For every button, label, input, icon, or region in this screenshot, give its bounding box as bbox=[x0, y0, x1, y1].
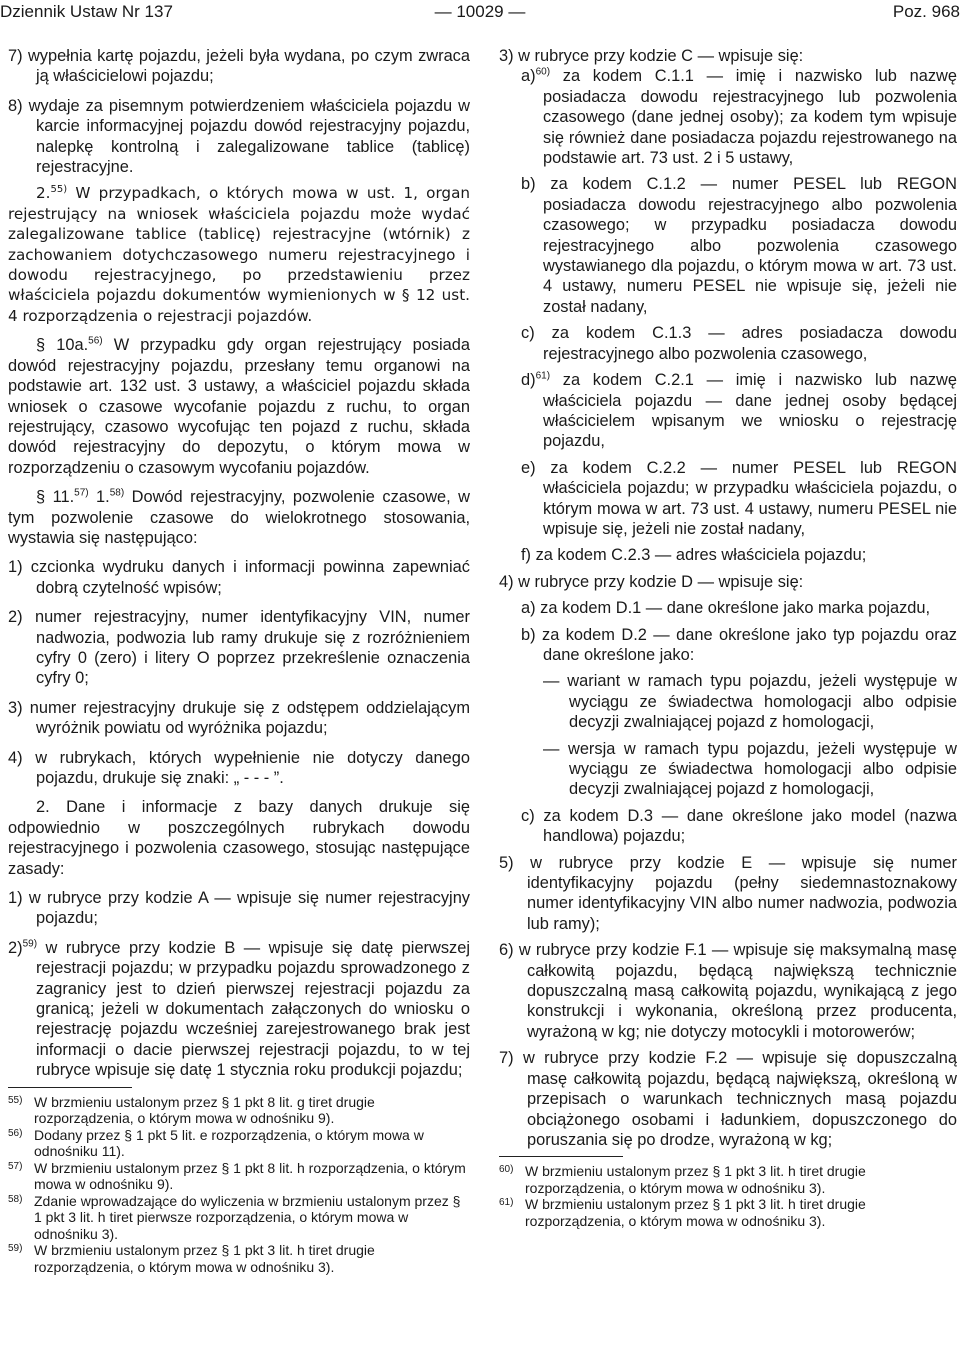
section-2 bbox=[8, 183, 470, 326]
section-11-2: 2. Dane i informacje z bazy danych drukuje się odpowiednio w poszczególnych rubrykach dowodu rejestracyjnego i pozwolenia czasowego, stosując następujące zasady: bbox=[8, 798, 470, 878]
footnote-ref-56: 56) bbox=[88, 335, 103, 347]
right-column bbox=[499, 46, 957, 1229]
footnote: 57) W brzmieniu ustalonym przez § 1 pkt 8 lit. h rozporządzenia, o którym mowa w odnośniku 9). bbox=[8, 1159, 466, 1193]
rubric-3e: e) za kodem C.2.2 — numer PESEL lub REGON właściciela pojazdu; w przypadku właściciela pojazdu, o którym mowa w art. 73 ust. 4 ustawy, numeru PESEL nie wpisuje się, jeżeli nie został nadany, bbox=[521, 458, 957, 538]
rubric-7: 7) w rubryce przy kodzie F.2 — wpisuje się dopuszczalną masę całkowitą pojazdu, będącą największą, określoną w przepisach o warunkach technicznych masą pojazdu obciążonego osobami i ładunkiem, dopuszczonego do poruszania się po drodze, wyrażoną w kg; bbox=[499, 1049, 957, 1149]
rubric-4b: b) za kodem D.2 — dane określone jako typ pojazdu oraz dane określone jako: bbox=[521, 625, 957, 664]
rubric-3d: d)$^{61)}$ za kodem C.2.1 — imię i nazwisko lub nazwę właściciela pojazdu — dane jednej osoby będącej właścicielem wpisanym we wniosku o rejestrację pojazdu, bbox=[521, 370, 957, 451]
footnote: 60) W brzmieniu ustalonym przez § 1 pkt 3 lit. h tiret drugie rozporządzenia, o którym mowa w odnośniku 3). bbox=[499, 1163, 866, 1196]
rubric-2-number: 2) bbox=[8, 938, 23, 957]
section-11-text: Dowód rejestracyjny, pozwolenie czasowe, w tym pozwolenie czasowe do wielokrotnego stosowania, wystawia się następująco: bbox=[8, 488, 470, 547]
footnotes-right bbox=[499, 1163, 957, 1229]
rubric-6: 6) w rubryce przy kodzie F.1 — wpisuje się maksymalną masę całkowitą pojazdu, będącą największą technicznie dopuszczalną masą całkowitą pojazdu, wynikającą z jego konstrukcji i wykonania, określoną przez producenta, wyrażoną w kg; nie dotyczy motocykli i motorowerów; bbox=[499, 941, 957, 1041]
section-10a-number: § 10a. bbox=[36, 336, 89, 355]
footnote: 56) Dodany przez § 1 pkt 5 lit. e rozporządzenia, o którym mowa w odnośniku 11). bbox=[8, 1126, 424, 1160]
item-7: 7) wypełnia kartę pojazdu, jeżeli była wydana, po czym zwraca ją właścicielowi pojazdu; bbox=[8, 47, 470, 86]
list-item-3: 3) numer rejestracyjny drukuje się z odstępem oddzielającym wyróżnik powiatu od wyróżnika pojazdu; bbox=[8, 698, 470, 738]
footnote: 61) W brzmieniu ustalonym przez § 1 pkt 3 lit. h tiret drugie rozporządzenia, o którym mowa w odnośniku 3). bbox=[499, 1196, 866, 1229]
rubric-3: 3) w rubryce przy kodzie C — wpisuje się: bbox=[499, 47, 804, 65]
footnote: 55) W brzmieniu ustalonym przez § 1 pkt 8 lit. g tiret drugie rozporządzenia, o którym mowa w odnośniku 9). bbox=[8, 1093, 375, 1127]
left-column bbox=[8, 46, 470, 1275]
section-11-number: § 11. bbox=[36, 488, 75, 507]
section-11 bbox=[8, 487, 470, 548]
footnote-ref-58: 58) bbox=[109, 487, 125, 499]
section-2-text: W przypadkach, o których mowa w ust. 1, organ rejestrujący na wniosek właściciela pojazdu może wydać zalegalizowane tablice (tablicę) rejestracyjne (wtórnik) z zachowaniem dotychczasowego numeru rejestracyjnego i dowodu rejestracyjnego, po przedstawieniu przez właściciela pojazdu dokumentów wymienionych w § 12 ust. 4 rozporządzenia o rejestracji pojazdów. bbox=[8, 184, 470, 325]
footnote-ref-59: 59) bbox=[22, 938, 38, 950]
rubric-4b-version: — wersja w ramach typu pojazdu, jeżeli występuje w wyciągu ze świadectwa homologacji albo odpisie decyzji zwalniającej pojazd z homologacji, bbox=[543, 739, 957, 799]
rubric-5: 5) w rubryce przy kodzie E — wpisuje się numer identyfikacyjny pojazdu (pełny siedemnastoznakowy numer identyfikacyjny VIN albo numer nadwozia, podwozia lub ramy); bbox=[499, 853, 957, 933]
item-8: 8) wydaje za pisemnym potwierdzeniem właściciela pojazdu w karcie informacyjnej pojazdu dowód rejestracyjny pojazdu, nalepkę kontrolną i zalegalizowane tablice (tablicę) rejestracyjne. bbox=[8, 96, 470, 177]
section-11-sub: 1. bbox=[88, 488, 110, 507]
rubric-2-text: w rubryce przy kodzie B — wpisuje się datę pierwszej rejestracji pojazdu; w przypadku pojazdu sprowadzonego z zagranicy jest to dzień pierwszej rejestracji pojazdu za granicą; jeżeli w dokumentach załączonych do wniosku o rejestrację pojazdu wcześniej zarejestrowanego brak jest informacji o dacie pierwszej rejestracji pojazdu, to w tej rubryce wpisuje się datę 1 stycznia roku produkcji pojazdu; bbox=[36, 938, 470, 1080]
list-item-4: 4) w rubrykach, których wypełnienie nie dotyczy danego pojazdu, drukuje się znaki: „ - - - ”. bbox=[8, 748, 470, 787]
journal-title: Dziennik Ustaw Nr 137 bbox=[0, 2, 173, 21]
section-2-number: 2. bbox=[36, 184, 51, 203]
rubric-2 bbox=[8, 938, 470, 1081]
section-10a-text: W przypadku gdy organ rejestrujący posiada dowód rejestracyjny pojazdu, przesłany temu organowi na podstawie art. 132 ust. 3 ustawy, a właściciel pojazdu składa wniosek o czasowe wycofanie pojazdu z ruchu, to organ rejestrujący, czasowo wycofując ten pojazd z ruchu, składa dowód rejestracyjny do depozytu, o którym mowa w rozporządzeniu o czasowym wycofaniu pojazdów. bbox=[8, 336, 470, 477]
rubric-3b: b) za kodem C.1.2 — numer PESEL lub REGON posiadacza dowodu rejestracyjnego albo pozwolenia czasowego; w przypadku posiadacza dowodu rejestracyjnego albo pozwolenia czasowego wystawianego dla pojazdu, o którym mowa w art. 73 ust. 4 ustawy, numeru PESEL nie wpisuje się, jeżeli nie został nadany, bbox=[521, 175, 957, 316]
rubric-1: 1) w rubryce przy kodzie A — wpisuje się numer rejestracyjny pojazdu; bbox=[8, 889, 470, 928]
footnote: 59) W brzmieniu ustalonym przez § 1 pkt 3 lit. h tiret drugie rozporządzenia, o którym mowa w odnośniku 3). bbox=[8, 1242, 375, 1275]
rubric-4b-variant: — wariant w ramach typu pojazdu, jeżeli występuje w wyciągu ze świadectwa homologacji albo odpisie decyzji zwalniającej pojazd z homologacji, bbox=[543, 672, 957, 732]
footnotes-left bbox=[8, 1094, 470, 1276]
footnote-ref-61: 61) bbox=[535, 370, 551, 382]
rubric-3f: f) za kodem C.2.3 — adres właściciela pojazdu; bbox=[521, 546, 867, 565]
rubric-3a: a)$^{60)}$ za kodem C.1.1 — imię i nazwisko lub nazwę posiadacza dowodu rejestracyjnego lub pozwolenia czasowego (dane jednej osoby); za kodem tym wpisuje się również dane posiadacza pojazdu rejestrowanego na podstawie art. 73 ust. 2 i 5 ustawy, bbox=[521, 66, 957, 168]
rubric-4a: a) za kodem D.1 — dane określone jako marka pojazdu, bbox=[521, 599, 931, 618]
rubric-4: 4) w rubryce przy kodzie D — wpisuje się: bbox=[499, 572, 804, 591]
rubric-4c: c) za kodem D.3 — dane określone jako model (nazwa handlowa) pojazdu; bbox=[521, 806, 957, 846]
footnote-ref-60: 60) bbox=[535, 66, 551, 78]
page-header bbox=[0, 0, 960, 24]
rubric-3c: c) za kodem C.1.3 — adres posiadacza dowodu rejestracyjnego albo pozwolenia czasowego, bbox=[521, 324, 957, 363]
footnote-divider bbox=[8, 1087, 132, 1088]
list-item-1: 1) czcionka wydruku danych i informacji powinna zapewniać dobrą czytelność wpisów; bbox=[8, 558, 470, 597]
footnote: 58) Zdanie wprowadzające do wyliczenia w brzmieniu ustalonym przez § 1 pkt 3 lit. h tiret pierwsze rozporządzenia, o którym mowa w odnośniku 3). bbox=[8, 1192, 461, 1242]
position-number: Poz. 968 bbox=[892, 2, 960, 21]
section-10a bbox=[8, 335, 470, 478]
footnote-ref-55: 55) bbox=[50, 184, 68, 196]
list-item-2: 2) numer rejestracyjny, numer identyfikacyjny VIN, numer nadwozia, podwozia lub ramy drukuje się z rozróżnieniem cyfry 0 (zero) i litery O poprzez przekreślenie oznaczenia cyfry 0; bbox=[8, 608, 470, 688]
footnote-ref-57: 57) bbox=[74, 487, 89, 499]
footnote-divider bbox=[499, 1156, 623, 1157]
page-number: — 10029 — bbox=[434, 2, 526, 21]
